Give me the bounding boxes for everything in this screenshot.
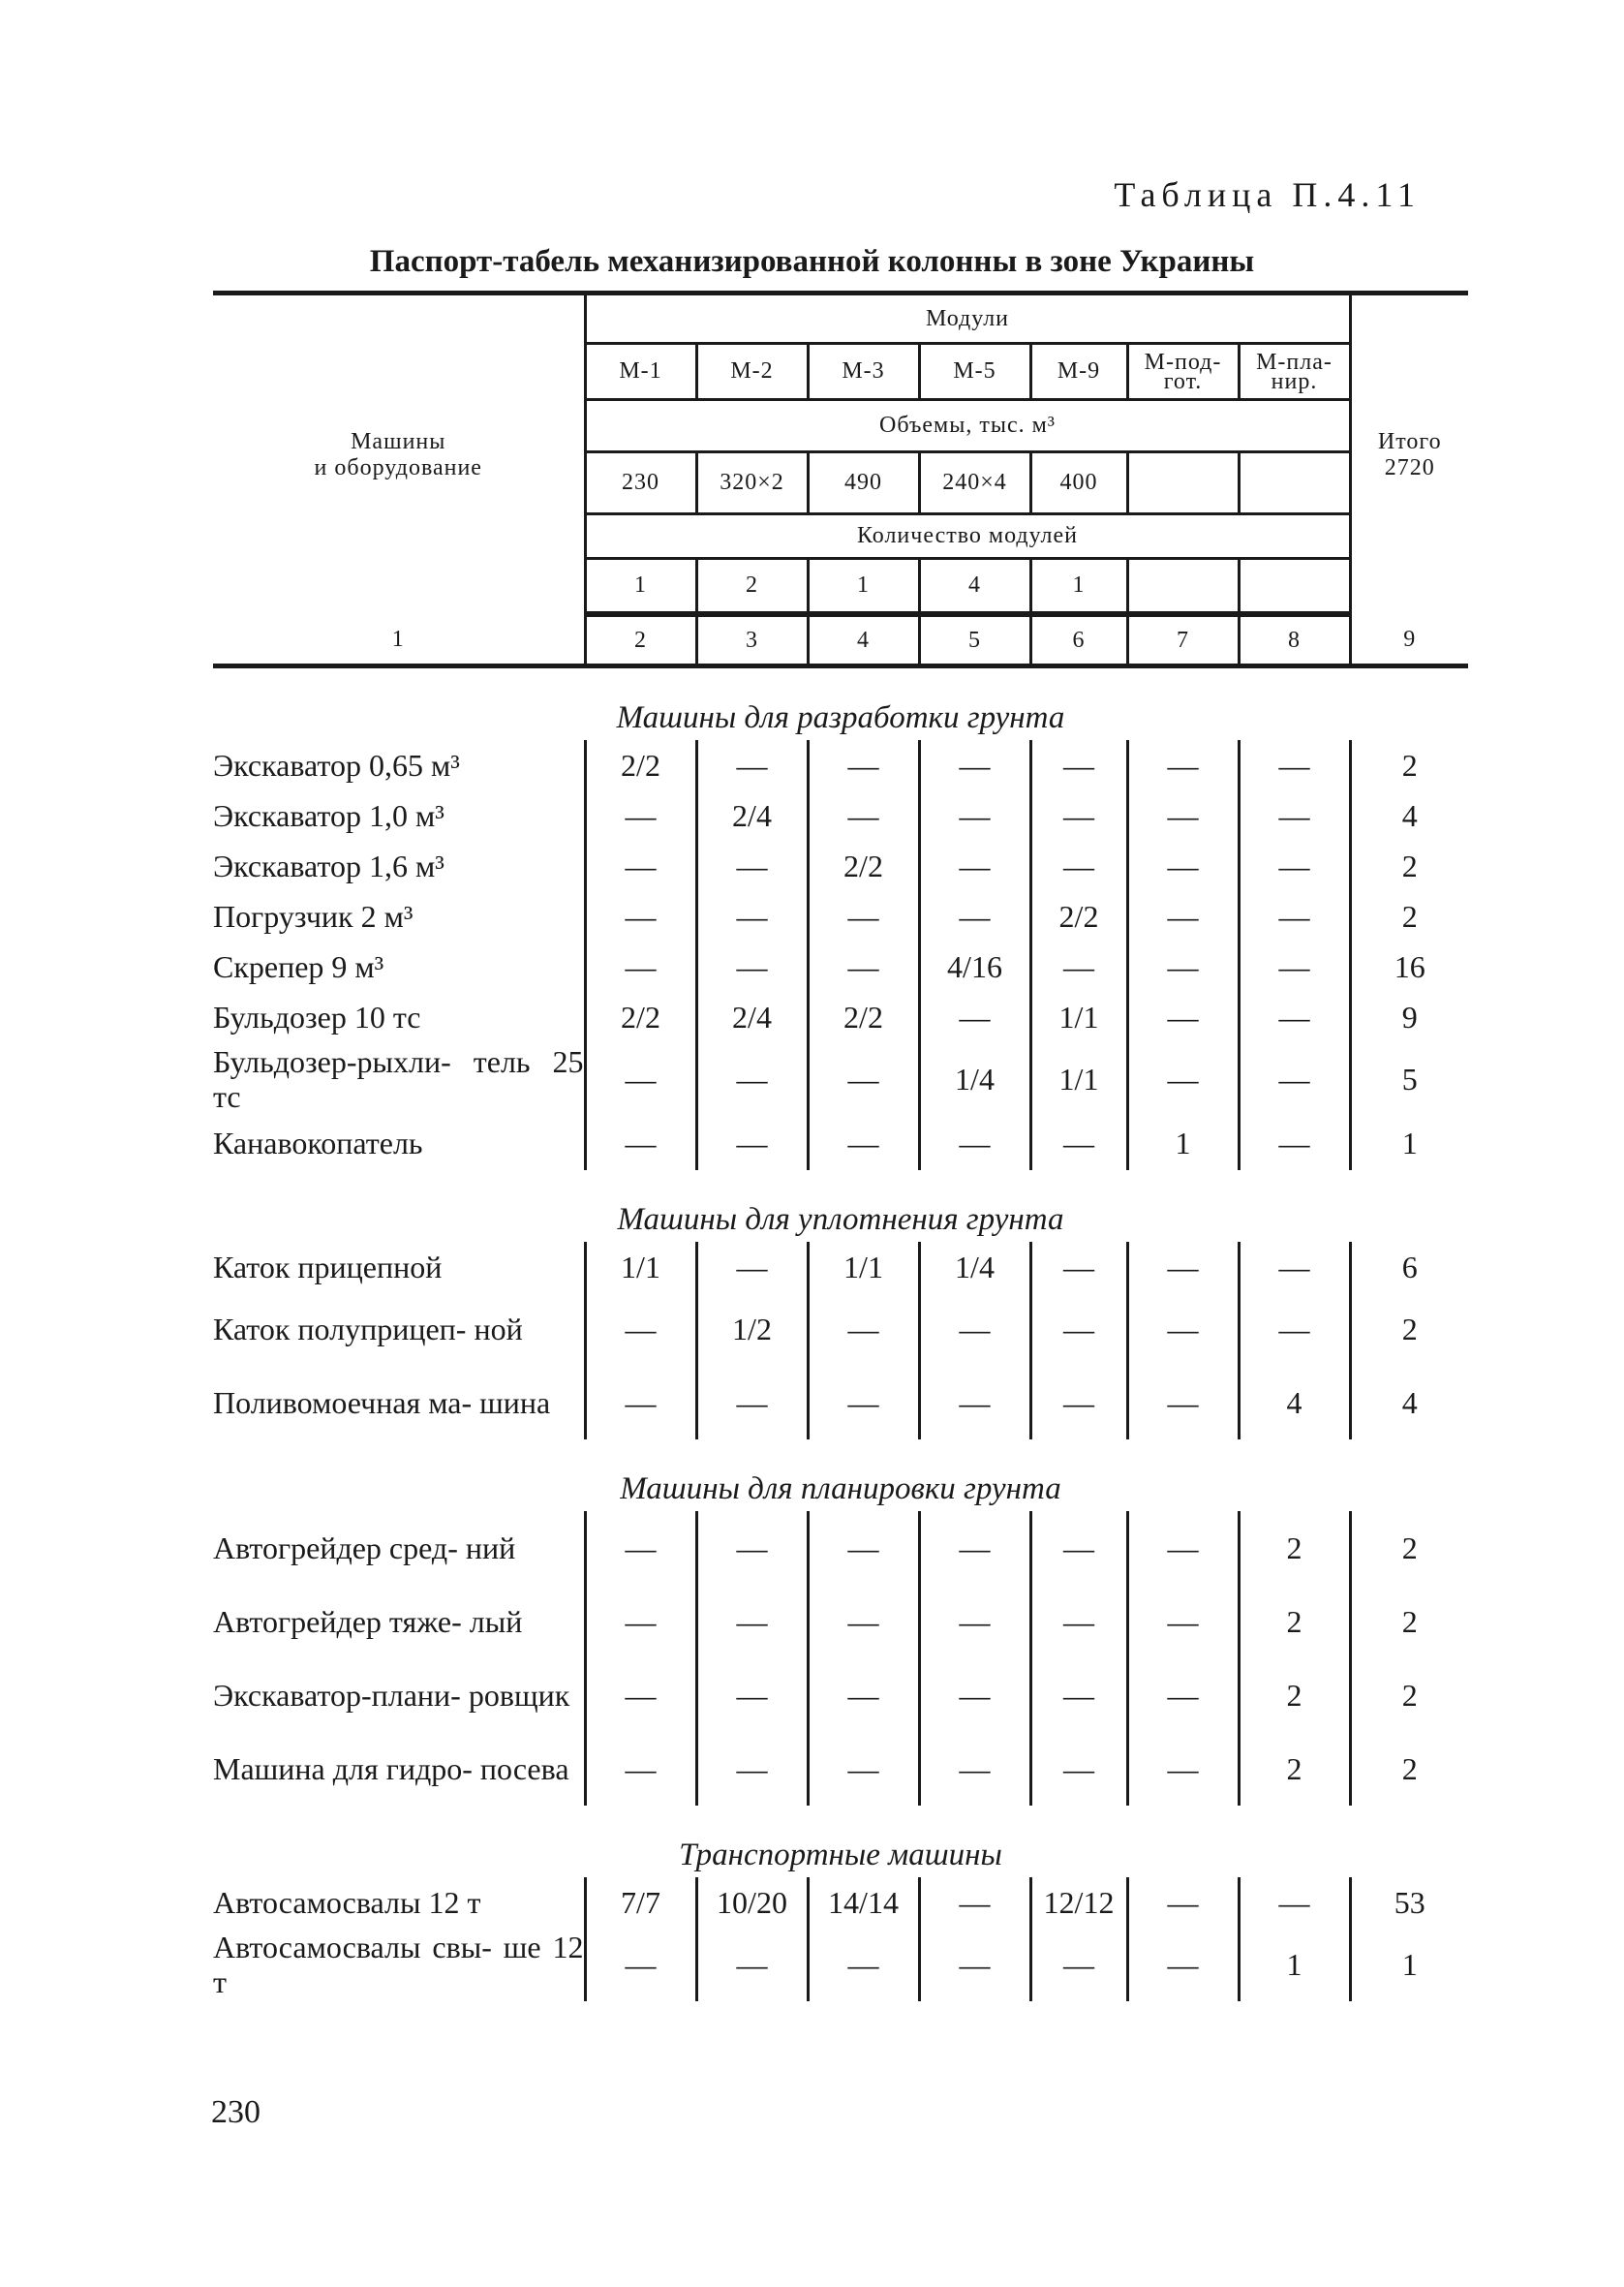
module-name: М-1: [585, 344, 696, 400]
cell-value: —: [1127, 1928, 1239, 2001]
cell-value: 2/2: [808, 992, 919, 1042]
cell-value: 4: [1239, 1366, 1350, 1439]
cell-value: —: [585, 1366, 696, 1439]
cell-value: —: [1127, 841, 1239, 891]
cell-value: —: [919, 1585, 1030, 1658]
cell-value: —: [1127, 942, 1239, 992]
cell-value: 2/2: [1030, 891, 1127, 942]
cell-value: —: [696, 740, 808, 790]
cell-value: 4/16: [919, 942, 1030, 992]
cell-value: —: [696, 1116, 808, 1170]
module-count: 1: [1030, 559, 1127, 613]
cell-value: —: [1127, 1366, 1239, 1439]
module-count-empty: [1239, 559, 1350, 613]
module-name: М-3: [808, 344, 919, 400]
section-title: Транспортные машины: [679, 1838, 1002, 1872]
cell-value: —: [1127, 1242, 1239, 1292]
cell-value: —: [585, 942, 696, 992]
cell-value: —: [919, 1732, 1030, 1806]
cell-value: —: [585, 1732, 696, 1806]
cell-value: —: [585, 1658, 696, 1732]
cell-value: 2/2: [585, 992, 696, 1042]
machine-name: Каток полуприцеп- ной: [213, 1292, 585, 1366]
row-total: 2: [1401, 1603, 1418, 1639]
cell-value: 10/20: [696, 1877, 808, 1928]
total-volume-value: 2720: [1384, 455, 1435, 481]
cell-value: —: [696, 1242, 808, 1292]
cell-value: —: [1127, 992, 1239, 1042]
machine-name: Автогрейдер тяже- лый: [213, 1585, 585, 1658]
cell-value: 2/4: [696, 992, 808, 1042]
table-header: [213, 294, 1468, 666]
cell-value: —: [585, 1928, 696, 2001]
machine-name: Экскаватор 0,65 м³: [213, 740, 585, 790]
table-row: [213, 1928, 1468, 2001]
cell-value: —: [1239, 790, 1350, 841]
machine-name: Бульдозер 10 тс: [213, 992, 585, 1042]
cell-value: —: [1239, 1242, 1350, 1292]
cell-value: 2: [1239, 1658, 1350, 1732]
cell-value: 12/12: [1030, 1877, 1127, 1928]
cell-value: —: [696, 1658, 808, 1732]
cell-value: —: [696, 1585, 808, 1658]
module-name: М-9: [1030, 344, 1127, 400]
cell-value: —: [585, 891, 696, 942]
cell-value: —: [696, 1511, 808, 1585]
cell-value: —: [585, 1292, 696, 1366]
page-number: 230: [211, 2094, 260, 2130]
cell-value: —: [919, 1658, 1030, 1732]
table-row: [213, 740, 1468, 790]
cell-value: —: [1127, 1042, 1239, 1116]
module-prep-line-1: М-под-: [1144, 349, 1222, 375]
cell-value: —: [919, 1292, 1030, 1366]
table-row: [213, 790, 1468, 841]
cell-value: —: [919, 740, 1030, 790]
column-number: 6: [1030, 616, 1127, 666]
cell-value: —: [1030, 1511, 1127, 1585]
cell-value: —: [1127, 1658, 1239, 1732]
cell-value: —: [919, 1928, 1030, 2001]
cell-value: —: [1127, 1877, 1239, 1928]
cell-value: —: [919, 891, 1030, 942]
cell-value: —: [1239, 1877, 1350, 1928]
row-total: 2: [1401, 1750, 1418, 1786]
cell-value: —: [808, 1366, 919, 1439]
volume-value-empty: [1127, 452, 1239, 514]
row-total: 2: [1401, 898, 1418, 934]
table-title: Паспорт-табель механизированной колонны в зоне Украины: [369, 244, 1255, 279]
cell-value: —: [1030, 1292, 1127, 1366]
machine-name: Скрепер 9 м³: [213, 942, 585, 992]
machines-header-cell: [213, 294, 585, 616]
machine-name: Погрузчик 2 м³: [213, 891, 585, 942]
cell-value: 1/4: [919, 1042, 1030, 1116]
cell-value: 1/1: [1030, 1042, 1127, 1116]
cell-value: 2: [1239, 1585, 1350, 1658]
cell-value: —: [919, 841, 1030, 891]
cell-value: —: [919, 1116, 1030, 1170]
volumes-header: Объемы, тыс. м³: [585, 400, 1350, 452]
cell-value: —: [585, 1511, 696, 1585]
cell-value: —: [919, 1511, 1030, 1585]
machine-name: Поливомоечная ма- шина: [213, 1366, 585, 1439]
volume-value: 490: [808, 452, 919, 514]
section-title: Машины для разработки грунта: [616, 700, 1065, 735]
table-row: [213, 891, 1468, 942]
table-row: [213, 1292, 1468, 1366]
module-name: М-5: [919, 344, 1030, 400]
column-number: 2: [585, 616, 696, 666]
table-row: [213, 1585, 1468, 1658]
row-total: 2: [1401, 747, 1418, 783]
module-plan-line-2: нир.: [1271, 368, 1318, 394]
cell-value: —: [696, 1366, 808, 1439]
cell-value: —: [808, 1116, 919, 1170]
cell-value: 2/2: [585, 740, 696, 790]
volume-value: 230: [585, 452, 696, 514]
table-row: [213, 992, 1468, 1042]
cell-value: —: [585, 1116, 696, 1170]
cell-value: —: [1030, 1116, 1127, 1170]
module-count-empty: [1127, 559, 1239, 613]
module-prep-line-2: гот.: [1163, 368, 1203, 394]
module-count: 2: [696, 559, 808, 613]
cell-value: —: [1239, 891, 1350, 942]
machine-name: Экскаватор 1,0 м³: [213, 790, 585, 841]
column-number: 5: [919, 616, 1030, 666]
cell-value: 2/4: [696, 790, 808, 841]
table-row: [213, 1366, 1468, 1439]
cell-value: —: [1127, 1585, 1239, 1658]
row-total: 2: [1401, 848, 1418, 883]
row-total: 2: [1401, 1530, 1418, 1565]
machines-header-line-2: и оборудование: [314, 455, 482, 481]
cell-value: —: [808, 1928, 919, 2001]
cell-value: 1/1: [808, 1242, 919, 1292]
table-row: [213, 1116, 1468, 1170]
row-total: 6: [1401, 1249, 1418, 1284]
cell-value: —: [1239, 841, 1350, 891]
machine-name: Бульдозер-рыхли- тель 25 тс: [213, 1044, 584, 1114]
cell-value: —: [808, 1511, 919, 1585]
cell-value: —: [1239, 740, 1350, 790]
cell-value: —: [696, 841, 808, 891]
cell-value: 14/14: [808, 1877, 919, 1928]
machine-name: Экскаватор-плани- ровщик: [213, 1658, 585, 1732]
row-total: 53: [1394, 1884, 1425, 1920]
row-total: 1: [1401, 1946, 1418, 1982]
cell-value: —: [1239, 1116, 1350, 1170]
row-total: 16: [1394, 948, 1425, 984]
cell-value: —: [1239, 1042, 1350, 1116]
table-row: [213, 1877, 1468, 1928]
cell-value: —: [808, 1585, 919, 1658]
cell-value: —: [696, 1042, 808, 1116]
column-number: 4: [808, 616, 919, 666]
row-total: 5: [1401, 1061, 1418, 1097]
machine-name: Канавокопатель: [213, 1116, 585, 1170]
cell-value: —: [808, 790, 919, 841]
cell-value: —: [1030, 790, 1127, 841]
cell-value: —: [919, 992, 1030, 1042]
cell-value: —: [1030, 1242, 1127, 1292]
row-total: 4: [1401, 797, 1418, 833]
module-prep-header: [1127, 344, 1239, 400]
column-number: 8: [1239, 616, 1350, 666]
table-row: [213, 1732, 1468, 1806]
cell-value: 7/7: [585, 1877, 696, 1928]
cell-value: —: [808, 740, 919, 790]
cell-value: —: [1239, 992, 1350, 1042]
cell-value: —: [1030, 1732, 1127, 1806]
cell-value: —: [1030, 1585, 1127, 1658]
cell-value: —: [696, 891, 808, 942]
machine-name: Автосамосвалы свы- ше 12 т: [213, 1930, 584, 1999]
module-count: 1: [585, 559, 696, 613]
module-plan-line-1: М-пла-: [1256, 349, 1333, 375]
cell-value: —: [696, 1732, 808, 1806]
cell-value: —: [585, 1042, 696, 1116]
row-total: 1: [1401, 1125, 1418, 1160]
cell-value: 2: [1239, 1511, 1350, 1585]
cell-value: —: [808, 1292, 919, 1366]
table-row: [213, 1242, 1468, 1292]
machine-name: Автогрейдер сред- ний: [213, 1511, 585, 1585]
cell-value: 1/2: [696, 1292, 808, 1366]
cell-value: —: [585, 1585, 696, 1658]
cell-value: —: [1127, 1292, 1239, 1366]
cell-value: —: [1030, 1928, 1127, 2001]
cell-value: —: [585, 841, 696, 891]
table-row: [213, 1511, 1468, 1585]
cell-value: —: [808, 1658, 919, 1732]
column-number: 9: [1403, 626, 1417, 652]
cell-value: 1: [1239, 1928, 1350, 2001]
volume-value: 400: [1030, 452, 1127, 514]
cell-value: —: [1127, 891, 1239, 942]
cell-value: —: [919, 1877, 1030, 1928]
cell-value: —: [919, 790, 1030, 841]
cell-value: —: [1127, 740, 1239, 790]
machine-name: Каток прицепной: [213, 1242, 585, 1292]
cell-value: —: [1127, 1511, 1239, 1585]
cell-value: —: [1127, 1732, 1239, 1806]
cell-value: 1: [1127, 1116, 1239, 1170]
table-row: [213, 942, 1468, 992]
table-body: [213, 666, 1468, 2002]
cell-value: —: [1030, 1658, 1127, 1732]
cell-value: —: [585, 790, 696, 841]
cell-value: —: [1030, 841, 1127, 891]
volume-value-empty: [1239, 452, 1350, 514]
total-header-cell: [1350, 294, 1468, 616]
cell-value: —: [808, 942, 919, 992]
cell-value: 1/1: [585, 1242, 696, 1292]
cell-value: —: [696, 1928, 808, 2001]
module-name: М-2: [696, 344, 808, 400]
section-title: Машины для уплотнения грунта: [617, 1202, 1064, 1237]
row-total: 9: [1401, 999, 1418, 1035]
module-count-header: Количество модулей: [585, 514, 1350, 559]
module-plan-header: [1239, 344, 1350, 400]
cell-value: —: [696, 942, 808, 992]
cell-value: —: [808, 1732, 919, 1806]
cell-value: 2: [1239, 1732, 1350, 1806]
column-number: 1: [213, 616, 585, 666]
row-total: 2: [1401, 1311, 1418, 1346]
cell-value: 2/2: [808, 841, 919, 891]
table-row: [213, 1658, 1468, 1732]
cell-value: —: [1030, 1366, 1127, 1439]
cell-value: —: [1239, 1292, 1350, 1366]
cell-value: —: [808, 891, 919, 942]
cell-value: —: [1030, 740, 1127, 790]
cell-value: —: [1127, 790, 1239, 841]
volume-value: 320×2: [696, 452, 808, 514]
cell-value: —: [808, 1042, 919, 1116]
section-title: Машины для планировки грунта: [620, 1471, 1061, 1506]
cell-value: 1/4: [919, 1242, 1030, 1292]
row-total: 4: [1401, 1384, 1418, 1420]
column-number: 3: [696, 616, 808, 666]
table-row: [213, 1042, 1468, 1116]
volume-value: 240×4: [919, 452, 1030, 514]
machine-name: Машина для гидро- посева: [213, 1732, 585, 1806]
cell-value: —: [1239, 942, 1350, 992]
row-total: 2: [1401, 1677, 1418, 1713]
module-count: 4: [919, 559, 1030, 613]
cell-value: —: [1030, 942, 1127, 992]
module-count: 1: [808, 559, 919, 613]
column-number: 7: [1127, 616, 1239, 666]
table-label: Таблица П.4.11: [1114, 175, 1421, 214]
cell-value: —: [919, 1366, 1030, 1439]
table-row: [213, 841, 1468, 891]
total-header-label: Итого: [1377, 429, 1442, 455]
modules-header: Модули: [585, 294, 1350, 344]
cell-value: 1/1: [1030, 992, 1127, 1042]
machine-name: Экскаватор 1,6 м³: [213, 841, 585, 891]
passport-table: [213, 291, 1468, 2001]
machines-header-line-1: Машины: [351, 429, 446, 455]
machine-name: Автосамосвалы 12 т: [213, 1877, 585, 1928]
